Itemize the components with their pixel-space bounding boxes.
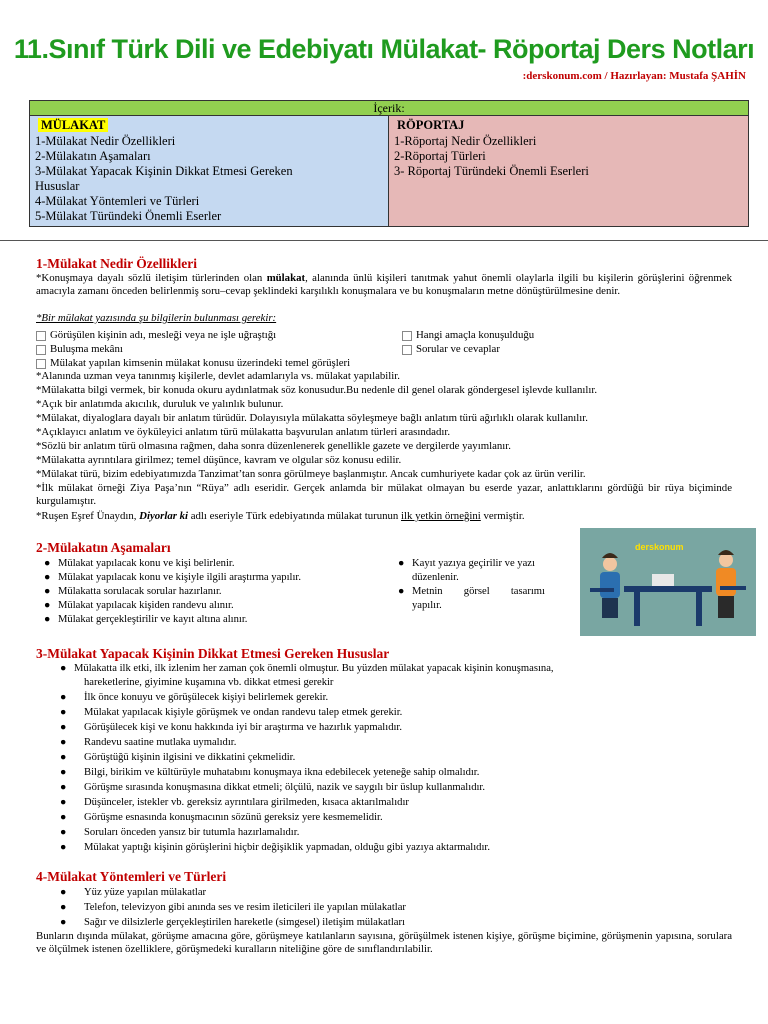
list-item: ● Mülakat yapılacak konu ve kişiyle ilgili araştırma yapılır.	[44, 572, 302, 583]
note-line	[36, 510, 525, 523]
mulakat-label: MÜLAKAT	[38, 118, 108, 132]
list-text: Görüşülecek kişi ve konu hakkında iyi bir araştırma ve hazırlık yapmalıdır.	[84, 722, 403, 733]
list-item: ● İlk önce konuyu ve görüşülecek kişiyi belirlemek gerekir.	[60, 692, 329, 703]
toc-item: Hususlar	[35, 179, 80, 193]
list-item: ● Metnin görsel tasarımı	[398, 586, 545, 597]
list-item: ● Randevu saatine mutlaka uymalıdır.	[60, 737, 237, 748]
check-text: Mülakat yapılan kimsenin mülakat konusu üzerindeki temel görüşleri	[50, 357, 351, 369]
list-text: Mülakat yapılacak konu ve kişi belirlenir.	[58, 558, 235, 569]
interview-scene-icon	[580, 528, 756, 636]
toc-item: 3-Mülakat Yapacak Kişinin Dikkat Etmesi Gereken	[35, 164, 293, 178]
intro-keyword: mülakat	[266, 272, 306, 284]
note-line: *Alanında uzman veya tanınmış kişilerle, devlet adamlarıyla vs. mülakat yapılabilir.	[36, 370, 400, 382]
list-item: ● Görüşülecek kişi ve konu hakkında iyi bir araştırma ve hazırlık yapmalıdır.	[60, 722, 403, 733]
section-2-heading: 2-Mülakatın Aşamaları	[36, 540, 171, 555]
check-text: Sorular ve cevaplar	[416, 343, 500, 355]
note-ziya: *İlk mülakat örneği Ziya Paşa’nın “Rüya” adlı eseridir. Gerçek anlamda bir mülakat olmayan bu eserde yazar, anlattıklarını gördüğü bir rüya biçiminde kurgulamıştır.	[36, 482, 732, 507]
list-item: ● Soruları önceden yansız bir tutumla hazırlamalıdır.	[60, 827, 300, 838]
note-line: *Mülakat türü, bizim edebiyatımızda Tanzimat’tan sonra görülmeye başlanmıştır. Ancak cumhuriyete kadar çok az ürün verilir.	[36, 468, 586, 480]
list-text: hareketlerine, giyimine kuşamına vb. dikkat etmesi gerekir	[84, 677, 334, 688]
check-item	[36, 329, 276, 342]
list-item: ● Mülakat gerçekleştirilir ve kayıt altına alınır.	[44, 614, 248, 625]
list-item: ● Mülakat yaptığı kişinin görüşlerini hiçbir değişiklik yapmadan, olduğu gibi yazıya aktarmalıdır.	[60, 842, 491, 853]
list-text: Düşünceler, istekler vb. gereksiz ayrıntılara girilmeden, kısaca aktarılmalıdır	[84, 797, 409, 808]
check-text: Hangi amaçla konuşulduğu	[416, 329, 535, 341]
note-line: *Sözlü bir anlatım türü olmasına rağmen, daha sonra düzenlenerek genellikle gazete ve dergilerde yayımlanır.	[36, 440, 511, 452]
checkbox-icon	[36, 359, 46, 369]
list-text: Görüşme sırasında konuşmasına dikkat etmeli; ölçülü, nazik ve saygılı bir üslup kullanmalıdır.	[84, 782, 486, 793]
list-item: ● Görüştüğü kişinin ilgisini ve dikkatini çekmelidir.	[60, 752, 296, 763]
contents-mulakat-column	[30, 116, 389, 226]
list-item: ● Telefon, televizyon gibi anında ses ve resim ileticileri ile yapılan mülakatlar	[60, 902, 406, 913]
author-credit: :derskonum.com / Hazırlayan: Mustafa ŞAHİN	[522, 70, 746, 82]
interview-illustration	[580, 528, 756, 636]
toc-item: 3- Röportaj Türündeki Önemli Eserleri	[394, 164, 589, 178]
note-line: *Açık bir anlatımda akıcılık, duruluk ve yalınlık bulunur.	[36, 398, 284, 410]
intro-text: , alanında ünlü kişileri tanıtmak yahut önemli olaylarla ilgili bu kişilerin görüşlerini öğrenmek amacıyla zamanı önceden belirlenmiş soru–cevap şeklindeki karşılıklı konuşmalara ve bu konuşmaların metne dönüştürülmesine denir.	[36, 272, 732, 297]
list-text: düzenlenir.	[412, 572, 459, 583]
list-item: ● Mülakat yapılacak kişiden randevu alınır.	[44, 600, 234, 611]
page-title: 11.Sınıf Türk Dili ve Edebiyatı Mülakat- Röportaj Ders Notları	[13, 34, 755, 64]
list-item: ● Bilgi, birikim ve kültürüyle muhatabını konuşmaya ikna edebilecek yeteneğe sahip olmalıdır.	[60, 767, 480, 778]
info-label: *Bir mülakat yazısında şu bilgilerin bulunması gerekir:	[36, 312, 277, 324]
list-item: ● Düşünceler, istekler vb. gereksiz ayrıntılara girilmeden, kısaca aktarılmalıdır	[60, 797, 409, 808]
list-text: Yüz yüze yapılan mülakatlar	[84, 887, 207, 898]
list-text: Randevu saatine mutlaka uymalıdır.	[84, 737, 237, 748]
section-3-heading: 3-Mülakat Yapacak Kişinin Dikkat Etmesi Gereken Hususlar	[36, 646, 390, 661]
toc-item: 2-Röportaj Türleri	[394, 149, 486, 163]
list-text: Mülakat yaptığı kişinin görüşlerini hiçbir değişiklik yapmadan, olduğu gibi yazıya aktarmalıdır.	[84, 842, 491, 853]
list-item: ● Mülakat yapılacak konu ve kişi belirlenir.	[44, 558, 235, 569]
list-item: ● Görüşme esnasında konuşmacının sözünü gereksiz yere kesmemelidir.	[60, 812, 383, 823]
list-text: Metnin görsel tasarımı	[412, 586, 545, 597]
checkbox-icon	[402, 345, 412, 355]
list-text: Mülakatta ilk etki, ilk izlenim her zaman çok önemli olmuştur. Bu yüzden mülakat yapacak kişinin konuşmasına,	[74, 663, 554, 674]
list-text: Mülakat gerçekleştirilir ve kayıt altına alınır.	[58, 614, 248, 625]
list-text: Mülakatta sorulacak sorular hazırlanır.	[58, 586, 222, 597]
section-4-closing: Bunların dışında mülakat, görüşme amacına göre, görüşmeye katılanların sayısına, görüşülmek istenen kişiye, görüşme biçimine, görüşmenin yapısına, sorulara ve ölçülmek istenen özelliklere, görüşmedeki kuralların niteliğine göre de sınıflandırılabilir.	[36, 930, 732, 955]
list-text: Telefon, televizyon gibi anında ses ve resim ileticileri ile yapılan mülakatlar	[84, 902, 406, 913]
list-item: ● Sağır ve dilsizlerle gerçekleştirilen hareketle (simgesel) iletişim mülakatları	[60, 917, 405, 928]
note-line: *Açıklayıcı anlatım ve öyküleyici anlatım türü mülakatta başvurulan anlatım türleri arasındadır.	[36, 426, 451, 438]
list-item: ● Mülakatta ilk etki, ilk izlenim her zaman çok önemli olmuştur. Bu yüzden mülakat yapacak kişinin konuşmasına,	[60, 663, 554, 674]
section-4-heading: 4-Mülakat Yöntemleri ve Türleri	[36, 869, 227, 884]
list-text: İlk önce konuyu ve görüşülecek kişiyi belirlemek gerekir.	[84, 692, 329, 703]
note-line: *Mülakatta ayrıntılara girilmez; temel düşünce, kavram ve olgular söz konusu edilir.	[36, 454, 402, 466]
list-text: Kayıt yazıya geçirilir ve yazı	[412, 558, 535, 569]
toc-item: 5-Mülakat Türündeki Önemli Eserler	[35, 209, 222, 223]
contents-heading: İçerik:	[30, 101, 748, 116]
list-text: Görüşme esnasında konuşmacının sözünü gereksiz yere kesmemelidir.	[84, 812, 383, 823]
list-text: Görüştüğü kişinin ilgisini ve dikkatini çekmelidir.	[84, 752, 296, 763]
note-text: adlı eseriyle Türk edebiyatında mülakat turunun	[188, 510, 402, 522]
list-text: yapılır.	[412, 600, 442, 611]
divider	[0, 240, 768, 241]
list-text: Mülakat yapılacak kişiden randevu alınır.	[58, 600, 234, 611]
note-text: vermiştir.	[480, 510, 525, 522]
list-text: Soruları önceden yansız bir tutumla hazırlamalıdır.	[84, 827, 300, 838]
check-item	[36, 343, 123, 356]
toc-item: 2-Mülakatın Aşamaları	[35, 149, 151, 163]
checkbox-icon	[402, 331, 412, 341]
note-line: *Mülakatta bilgi vermek, bir konuda okuru aydınlatmak söz konusudur.Bu nedenle dil genel olarak göndergesel işlevde kullanılır.	[36, 384, 598, 396]
list-text: Sağır ve dilsizlerle gerçekleştirilen hareketle (simgesel) iletişim mülakatları	[84, 917, 405, 928]
section-1-intro	[36, 272, 732, 298]
list-item: ● Kayıt yazıya geçirilir ve yazı	[398, 558, 535, 569]
note-line: *Mülakat, diyaloglara dayalı bir anlatım türüdür. Dolayısıyla mülakatta söyleşmeye bağlı anlatım türü ağırlıklı olarak kullanılır.	[36, 412, 589, 424]
intro-text: *Konuşmaya dayalı sözlü iletişim türlerinden olan	[36, 272, 267, 284]
list-item: ● Yüz yüze yapılan mülakatlar	[60, 887, 207, 898]
list-item: ● Görüşme sırasında konuşmasına dikkat etmeli; ölçülü, nazik ve saygılı bir üslup kullanmalıdır.	[60, 782, 486, 793]
check-item	[36, 357, 350, 370]
contents-table	[29, 100, 749, 227]
check-text: Buluşma mekânı	[50, 343, 123, 355]
check-text: Görüşülen kişinin adı, mesleği veya ne işle uğraştığı	[50, 329, 277, 341]
list-text: Mülakat yapılacak konu ve kişiyle ilgili araştırma yapılır.	[58, 572, 302, 583]
image-label: derskonum	[635, 542, 684, 552]
checkbox-icon	[36, 345, 46, 355]
underlined-text: ilk yetkin örneğini	[401, 510, 481, 522]
toc-item: 1-Röportaj Nedir Özellikleri	[394, 134, 537, 148]
note-text: *Ruşen Eşref Ünaydın,	[36, 510, 140, 522]
check-item	[402, 343, 500, 356]
contents-roportaj-column	[389, 116, 748, 226]
section-1-heading: 1-Mülakat Nedir Özellikleri	[36, 256, 197, 271]
roportaj-label: RÖPORTAJ	[397, 118, 465, 132]
check-item	[402, 329, 534, 342]
toc-item: 4-Mülakat Yöntemleri ve Türleri	[35, 194, 200, 208]
book-title: Diyorlar ki	[139, 510, 189, 522]
list-item: ● Mülakat yapılacak kişiyle görüşmek ve ondan randevu talep etmek gerekir.	[60, 707, 403, 718]
toc-item: 1-Mülakat Nedir Özellikleri	[35, 134, 176, 148]
list-text: Bilgi, birikim ve kültürüyle muhatabını konuşmaya ikna edebilecek yeteneğe sahip olmalıdır.	[84, 767, 480, 778]
list-text: Mülakat yapılacak kişiyle görüşmek ve ondan randevu talep etmek gerekir.	[84, 707, 403, 718]
checkbox-icon	[36, 331, 46, 341]
list-item: ● Mülakatta sorulacak sorular hazırlanır.	[44, 586, 222, 597]
